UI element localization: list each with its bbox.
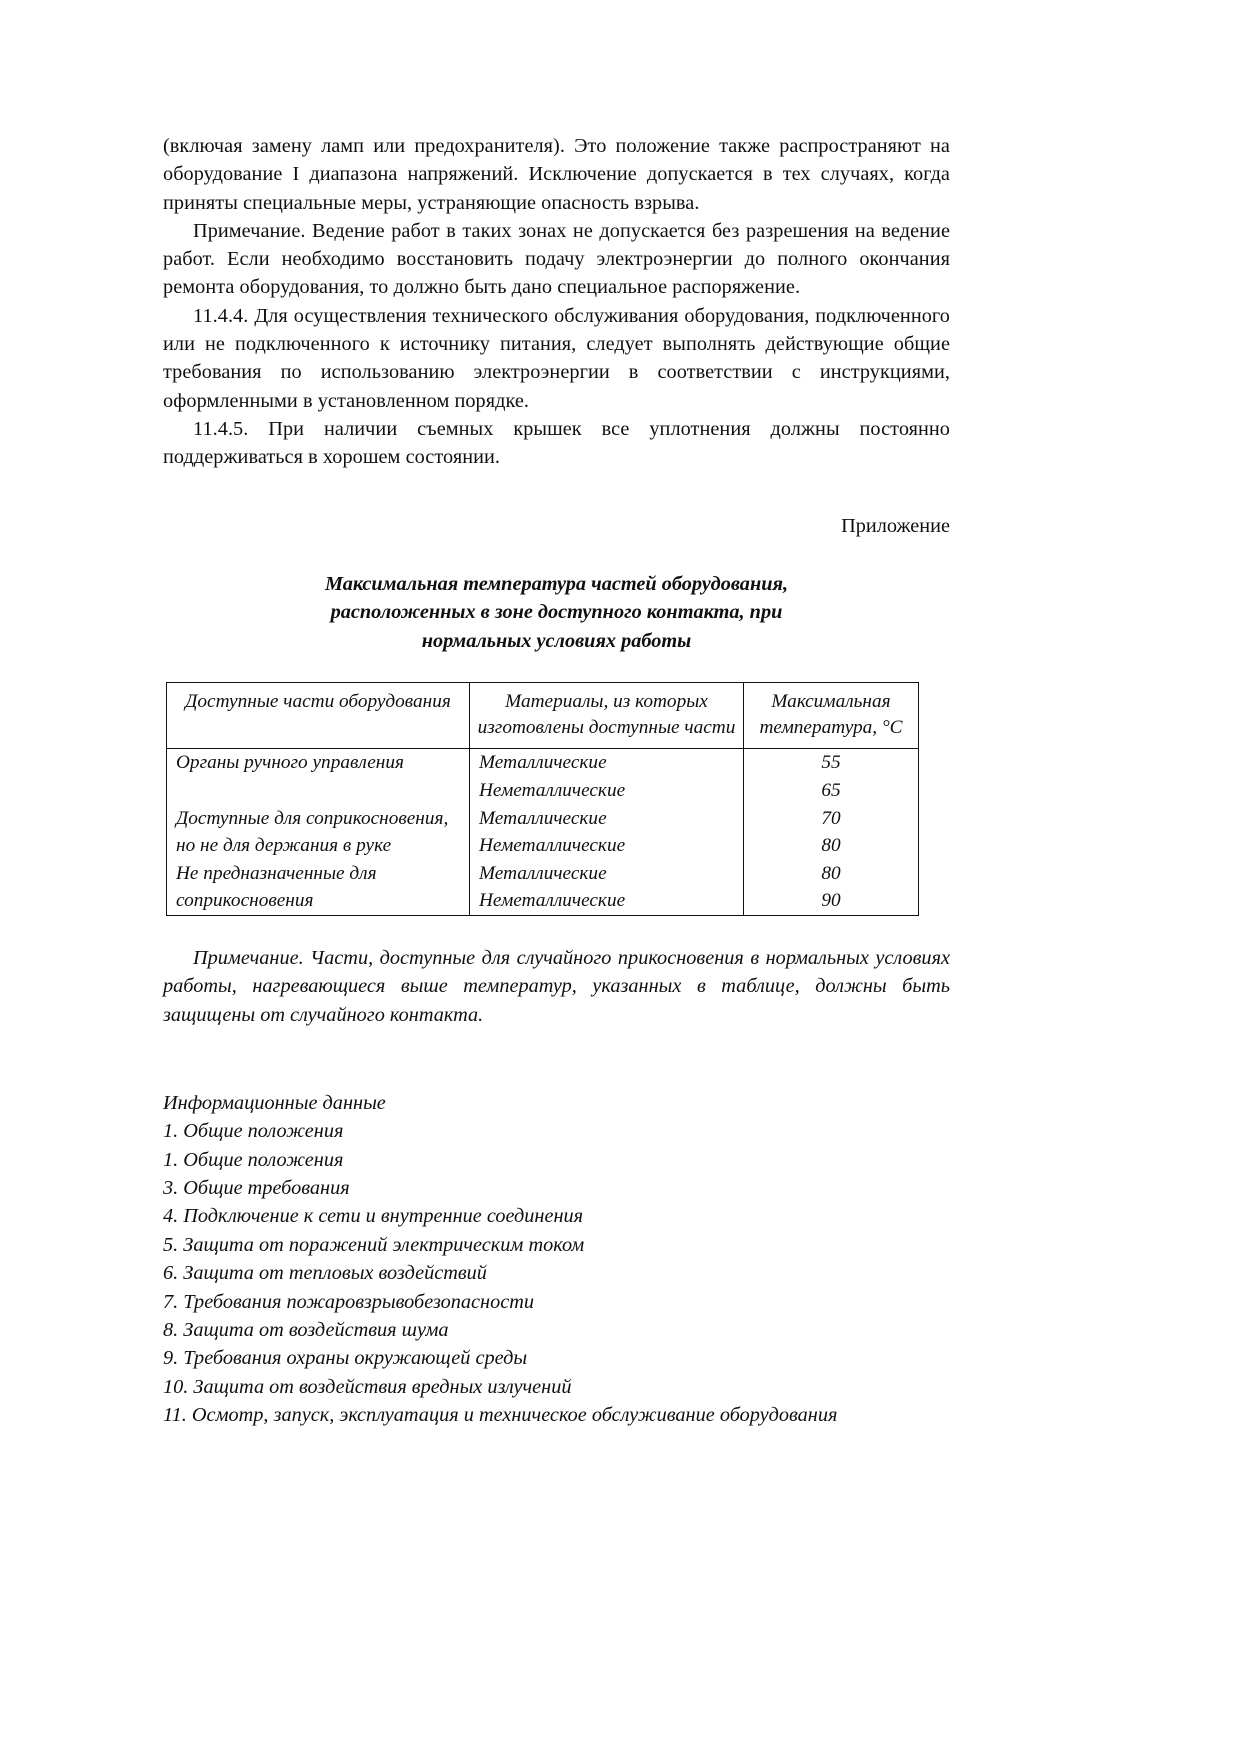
table-header-materials-line-2: изготовлены доступные части <box>477 716 736 738</box>
table-title-line-1: Максимальная температура частей оборудования, <box>324 572 789 595</box>
table-header-materials <box>470 683 744 749</box>
info-list-item: 1. Общие положения <box>163 1148 344 1171</box>
info-list-item: 5. Защита от поражений электрическим током <box>163 1233 585 1256</box>
cell-part: Органы ручного управления <box>167 749 470 777</box>
cell-material: Металлические <box>470 805 744 833</box>
info-list-item: 8. Защита от воздействия шума <box>163 1319 449 1342</box>
cell-part <box>167 777 470 805</box>
table-title-line-2: расположенных в зоне доступного контакта, при <box>330 601 783 624</box>
paragraph-clause-11-4-5: 11.4.5. При наличии съемных крышек все уплотнения должны постоянно поддерживаться в хорошем состоянии. <box>163 417 950 469</box>
temperature-table <box>166 682 919 916</box>
cell-part: соприкосновения <box>167 887 470 915</box>
cell-temperature: 55 <box>744 749 919 777</box>
info-list-item: 7. Требования пожаровзрывобезопасности <box>163 1290 535 1313</box>
info-data-section <box>163 1029 950 1430</box>
page-content <box>163 132 950 1430</box>
table-header-row <box>167 683 919 749</box>
table-header-parts-line-1: Доступные части оборудования <box>185 691 451 713</box>
table-row <box>167 777 919 805</box>
cell-temperature: 65 <box>744 777 919 805</box>
cell-temperature: 80 <box>744 832 919 860</box>
empty-cell-spacer <box>176 778 181 804</box>
paragraph-continuation: (включая замену ламп или предохранителя). Это положение также распространяют на оборудование I диапазона напряжений. Исключение допускается в тех случаях, когда приняты специальные меры, устраняющие опасность взрыва. <box>163 135 950 214</box>
note-after-table: Примечание. Части, доступные для случайного прикосновения в нормальных условиях работы, нагревающиеся выше температур, указанных в таблице, должны быть защищены от случайного контакта. <box>163 946 950 1026</box>
table-header-parts <box>167 683 470 749</box>
info-list-item: 3. Общие требования <box>163 1177 350 1200</box>
temperature-table-wrapper <box>163 655 950 916</box>
cell-material: Металлические <box>470 749 744 777</box>
paragraph-note-work: Примечание. Ведение работ в таких зонах не допускается без разрешения на ведение работ. Если необходимо восстановить подачу электроэнергии до полного окончания ремонта оборудования, то должно быть дано специальное распоряжение. <box>163 219 950 299</box>
table-head <box>167 683 919 749</box>
info-list-item: 11. Осмотр, запуск, эксплуатация и техническое обслуживание оборудования <box>163 1404 838 1427</box>
info-list-item: 1. Общие положения <box>163 1120 344 1143</box>
table-row <box>167 749 919 777</box>
info-list-item: 6. Защита от тепловых воздействий <box>163 1262 487 1285</box>
cell-part: но не для держания в руке <box>167 832 470 860</box>
table-header-temperature <box>744 683 919 749</box>
appendix-label: Приложение <box>841 514 950 537</box>
table-row <box>167 805 919 833</box>
info-list-item: 10. Защита от воздействия вредных излучений <box>163 1375 572 1398</box>
cell-material: Неметаллические <box>470 777 744 805</box>
table-title <box>163 540 950 656</box>
cell-material: Неметаллические <box>470 887 744 915</box>
info-list-item: 4. Подключение к сети и внутренние соединения <box>163 1205 584 1228</box>
paragraph-clause-11-4-4: 11.4.4. Для осуществления технического обслуживания оборудования, подключенного или не подключенного к источнику питания, следует выполнять действующие общие требования по использованию электроэнергии в соответствии с инструкциями, оформленными в установленном порядке. <box>163 304 950 412</box>
cell-part: Доступные для соприкосновения, <box>167 805 470 833</box>
table-row <box>167 832 919 860</box>
info-section-heading: Информационные данные <box>163 1091 386 1114</box>
info-list-item: 9. Требования охраны окружающей среды <box>163 1347 528 1370</box>
table-row <box>167 860 919 888</box>
table-row <box>167 887 919 915</box>
cell-temperature: 90 <box>744 887 919 915</box>
table-header-temperature-line-2: температура, °С <box>759 716 903 738</box>
cell-temperature: 70 <box>744 805 919 833</box>
table-body <box>167 749 919 916</box>
cell-part: Не предназначенные для <box>167 860 470 888</box>
cell-material: Металлические <box>470 860 744 888</box>
table-header-temperature-line-1: Максимальная <box>771 691 891 713</box>
cell-material: Неметаллические <box>470 832 744 860</box>
table-title-line-3: нормальных условиях работы <box>421 629 692 652</box>
table-header-materials-line-1: Материалы, из которых <box>505 691 708 713</box>
cell-temperature: 80 <box>744 860 919 888</box>
